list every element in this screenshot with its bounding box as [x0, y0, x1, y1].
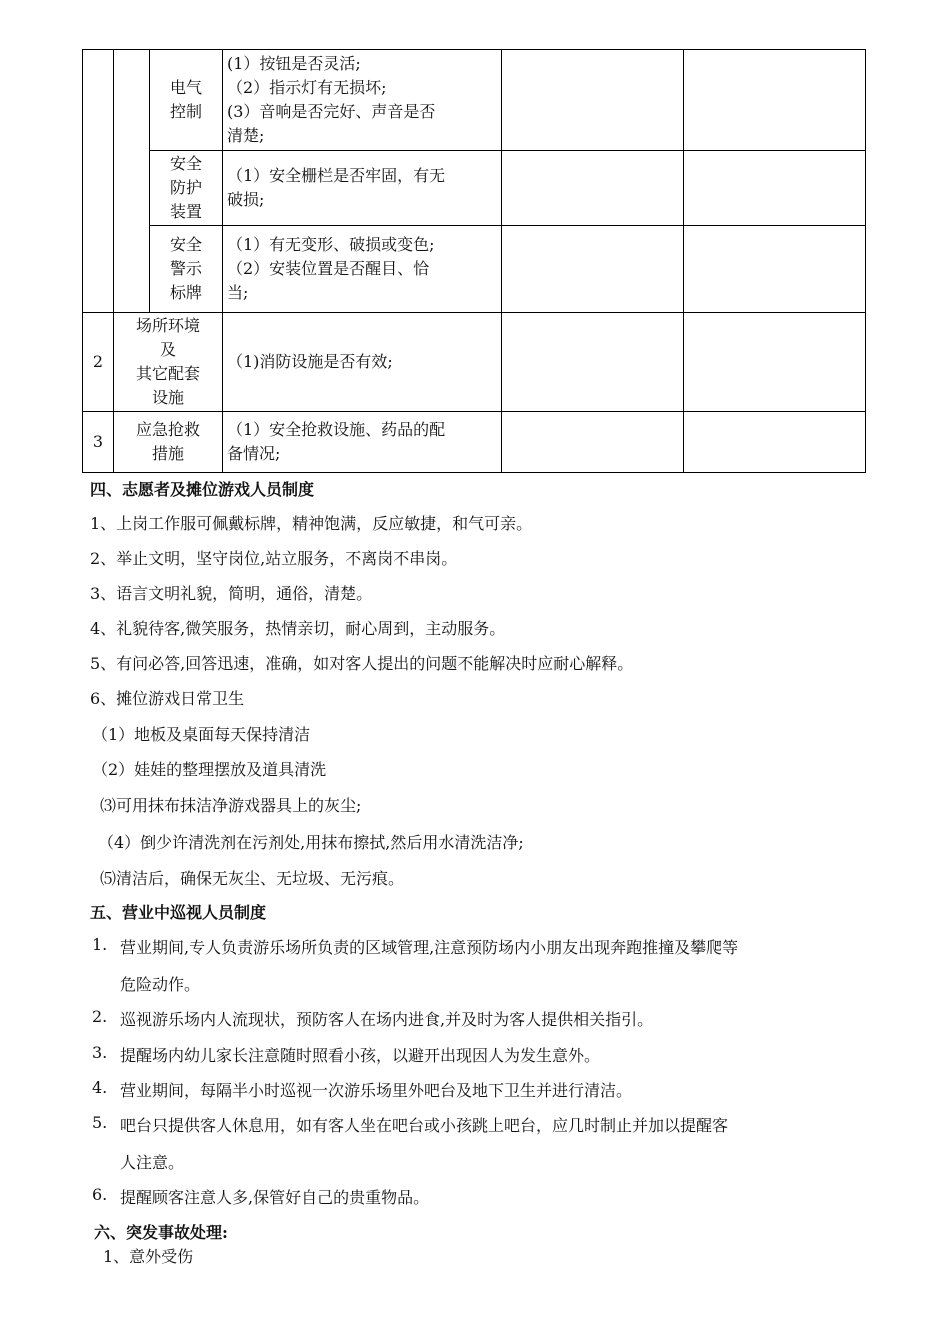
list-item: 巡视游乐场内人流现状，预防客人在场内进食,并及时为客人提供相关指引。 — [120, 1010, 654, 1029]
table-cell-item: 电气 控制 — [150, 50, 223, 151]
table-cell-blank — [684, 412, 866, 473]
paragraph-line: 1、意外受伤 — [103, 1247, 194, 1266]
paragraph-line: 4、礼貌待客,微笑服务，热情亲切，耐心周到，主动服务。 — [90, 619, 506, 638]
table-cell-blank — [502, 226, 684, 313]
list-number: 3. — [92, 1043, 108, 1062]
section-heading: 四、志愿者及摊位游戏人员制度 — [90, 480, 315, 499]
table-row — [83, 151, 866, 226]
table-row — [83, 226, 866, 313]
paragraph-line: ⑸清洁后，确保无灰尘、无垃圾、无污痕。 — [100, 869, 405, 888]
table-cell-content: （1）有无变形、破损或变色; （2）安装位置是否醒目、恰 当; — [223, 226, 502, 313]
paragraph-line: ⑶可用抹布抹洁净游戏器具上的灰尘; — [100, 796, 362, 815]
list-item: 营业期间,专人负责游乐场所负责的区域管理,注意预防场内小朋友出现奔跑推撞及攀爬等 — [120, 938, 739, 957]
table-cell-blank — [502, 313, 684, 412]
paragraph-line: （4）倒少许清洗剂在污剂处,用抹布擦拭,然后用水清洗洁净; — [98, 833, 524, 852]
paragraph-line: 1、上岗工作服可佩戴标牌，精神饱满，反应敏捷，和气可亲。 — [90, 514, 533, 533]
table-row — [83, 313, 866, 412]
table-cell-item: 安全 防护 装置 — [150, 151, 223, 226]
list-item-continuation: 危险动作。 — [120, 975, 201, 994]
list-number: 4. — [92, 1078, 108, 1097]
table-cell-content: （1)消防设施是否有效; — [223, 313, 502, 412]
paragraph-line: 3、语言文明礼貌，简明，通俗，清楚。 — [90, 584, 373, 603]
paragraph-line: 2、举止文明，坚守岗位,站立服务，不离岗不串岗。 — [90, 549, 458, 568]
table-cell-category — [114, 50, 150, 313]
table-row — [83, 50, 866, 151]
table-cell-content: (1）按钮是否灵活; （2）指示灯有无损坏; (3）音响是否完好、声音是否 清楚; — [223, 50, 502, 151]
list-number: 1. — [92, 935, 108, 954]
paragraph-line: 6、摊位游戏日常卫生 — [90, 689, 245, 708]
table-cell-number: 2 — [83, 313, 114, 412]
list-item: 提醒顾客注意人多,保管好自己的贵重物品。 — [120, 1188, 430, 1207]
paragraph-line: （1）地板及桌面每天保持清洁 — [92, 725, 311, 744]
table-row — [83, 412, 866, 473]
table-cell-blank — [502, 50, 684, 151]
paragraph-line: （2）娃娃的整理摆放及道具清洗 — [92, 760, 327, 779]
list-item: 提醒场内幼儿家长注意随时照看小孩，以避开出现因人为发生意外。 — [120, 1046, 601, 1065]
table-cell-number: 3 — [83, 412, 114, 473]
list-item-continuation: 人注意。 — [120, 1153, 185, 1172]
table-cell-blank — [684, 313, 866, 412]
table-cell-blank — [684, 50, 866, 151]
table-cell-item: 安全 警示 标牌 — [150, 226, 223, 313]
table-cell-number — [83, 50, 114, 313]
table-cell-blank — [684, 151, 866, 226]
section-heading: 六、突发事故处理: — [94, 1223, 228, 1242]
list-item: 营业期间，每隔半小时巡视一次游乐场里外吧台及地下卫生并进行清洁。 — [120, 1081, 633, 1100]
list-item: 吧台只提供客人休息用，如有客人坐在吧台或小孩跳上吧台，应几时制止并加以提醒客 — [120, 1116, 729, 1135]
table-cell-blank — [502, 412, 684, 473]
table-cell-item: 应急抢救 措施 — [114, 412, 223, 473]
table-cell-blank — [502, 151, 684, 226]
paragraph-line: 5、有问必答,回答迅速，准确，如对客人提出的问题不能解决时应耐心解释。 — [90, 654, 634, 673]
list-number: 6. — [92, 1185, 108, 1204]
inspection-table — [82, 49, 866, 473]
table-cell-content: （1）安全栅栏是否牢固，有无 破损; — [223, 151, 502, 226]
table-cell-content: （1）安全抢救设施、药品的配 备情况; — [223, 412, 502, 473]
table-cell-blank — [684, 226, 866, 313]
section-heading: 五、营业中巡视人员制度 — [90, 903, 267, 922]
table-cell-item: 场所环境 及 其它配套 设施 — [114, 313, 223, 412]
list-number: 2. — [92, 1007, 108, 1026]
list-number: 5. — [92, 1113, 108, 1132]
